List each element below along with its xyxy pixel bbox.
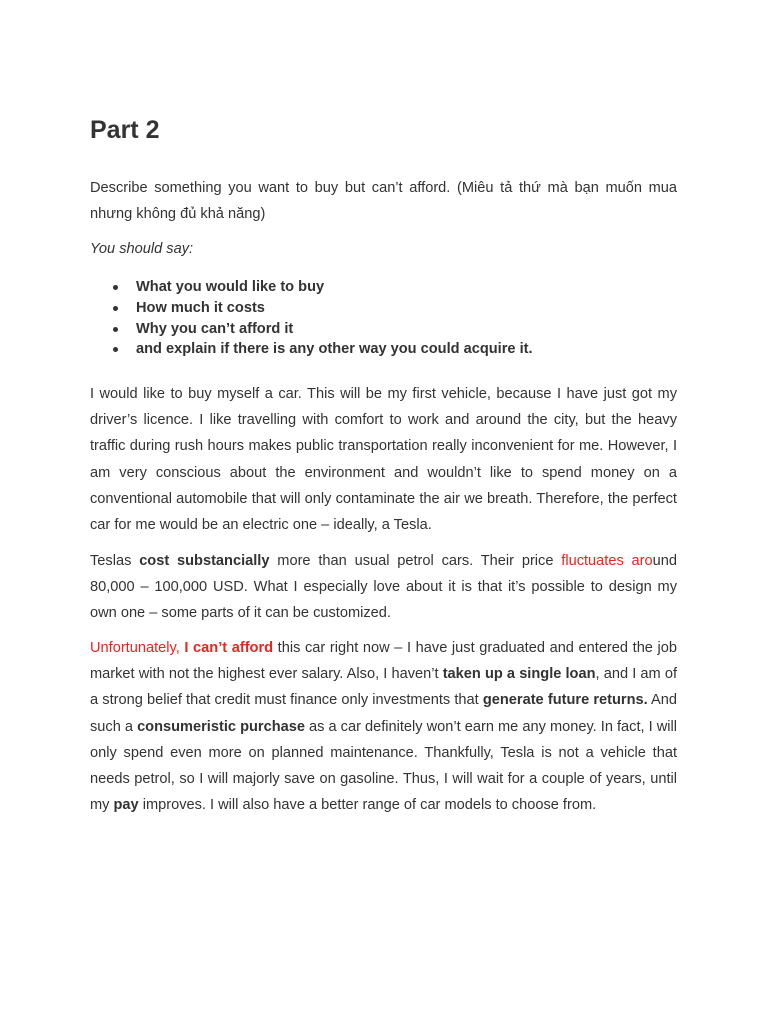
list-item: How much it costs	[136, 298, 533, 319]
vocab-highlight: consumeristic purchase	[137, 718, 305, 735]
text-run: And such a	[90, 692, 678, 735]
text-run: , and I am of a strong belief that credit must finance only investments that	[90, 666, 677, 709]
vocab-highlight-red-bold: I can’t afford	[184, 640, 274, 656]
text-run: und 80,000 – 100,000 USD. What I especially love about it is that it’s possible to design my own one – some parts of it can be customized.	[90, 553, 678, 622]
answer-paragraph-1: I would like to buy myself a car. This will be my first vehicle, because I have just got my driver’s licence. I like travelling with comfort to work and around the city, but the heavy traffic during rush hours makes public transportation really inconvenient for me. However, I am very conscious about the environment and wouldn’t like to spend money on a conventional automobile that will only contaminate the air we breath. Therefore, the perfect car for me would be an electric one – ideally, a Tesla.	[90, 386, 677, 534]
vocab-highlight: pay	[113, 797, 139, 814]
text-run: more than usual petrol cars. Their price	[269, 553, 562, 569]
vocab-highlight-red: Unfortunately,	[90, 640, 185, 656]
text-run: as a car definitely won’t earn me any money. In fact, I will only spend even more on planned maintenance. Thankfully, Tesla is not a vehicle that needs petrol, so I will majorly save on gasoline. Thus, I will wait for a couple of years, until my	[90, 718, 678, 814]
vocab-highlight: taken up a single loan	[442, 666, 596, 683]
vocab-highlight: cost substancially	[139, 553, 270, 569]
answer-paragraph-2	[90, 548, 677, 627]
list-item: What you would like to buy	[136, 277, 533, 298]
list-item: and explain if there is any other way you could acquire it.	[136, 339, 533, 360]
text-run: this car right now – I have just graduated and entered the job market with not the highest ever salary. Also, I haven’t	[90, 640, 678, 683]
list-item: Why you can’t afford it	[136, 319, 533, 340]
answer-paragraph-3	[90, 635, 677, 818]
task-description: Describe something you want to buy but can’t afford. (Miêu tả thứ mà bạn muốn mua nhưng không đủ khả năng)	[90, 180, 677, 223]
text-run: Teslas	[90, 553, 140, 569]
prompt-list	[90, 277, 533, 360]
vocab-highlight: generate future returns.	[482, 692, 648, 709]
you-should-say-label: You should say:	[90, 241, 194, 257]
vocab-highlight-red: fluctuates aro	[561, 553, 653, 569]
page-title: Part 2	[90, 116, 160, 144]
text-run: improves. I will also have a better range of car models to choose from.	[138, 797, 597, 814]
